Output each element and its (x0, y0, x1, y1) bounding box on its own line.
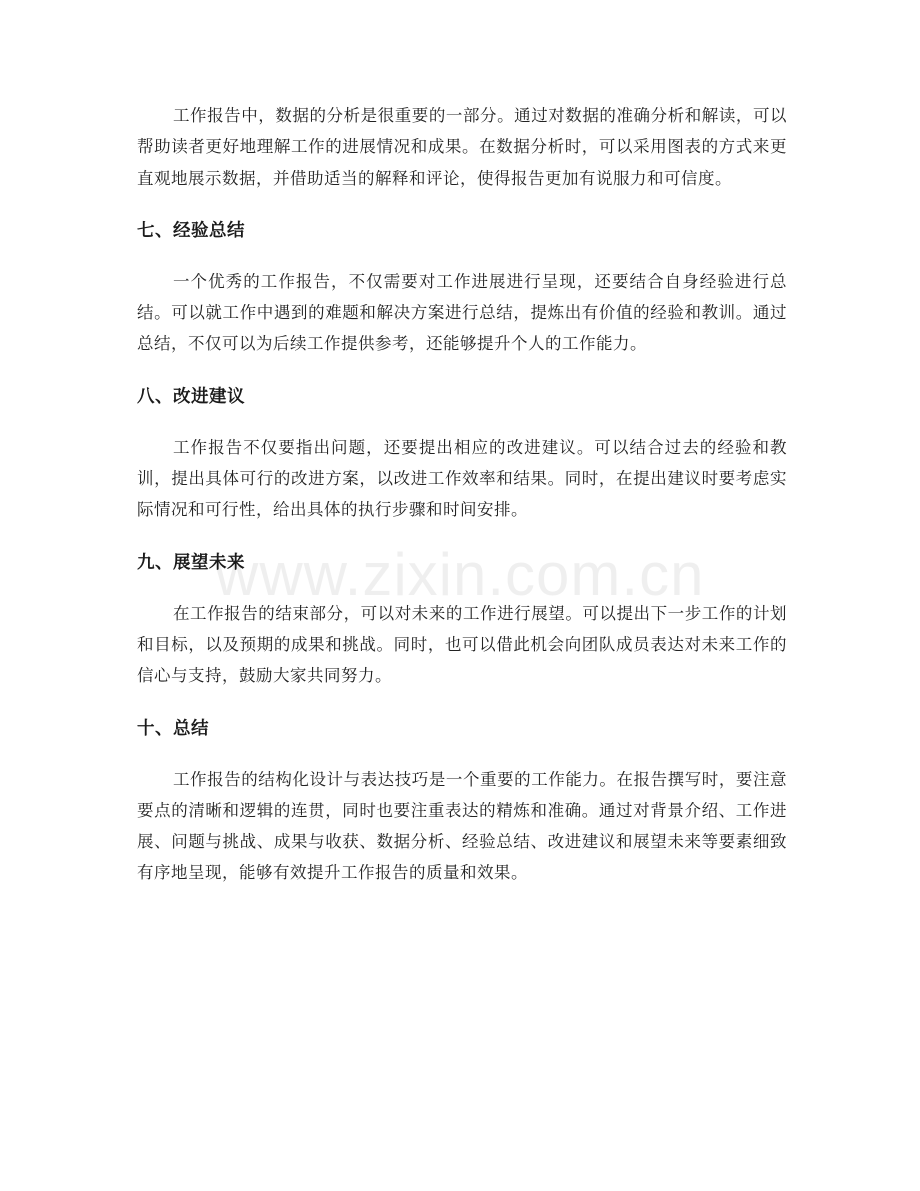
spacer (137, 194, 787, 218)
section-heading-conclusion: 十、总结 (137, 718, 209, 739)
spacer (137, 526, 787, 550)
spacer (137, 692, 787, 716)
spacer (137, 742, 787, 764)
section-paragraph-conclusion: 工作报告的结构化设计与表达技巧是一个重要的工作能力。在报告撰写时，要注意要点的清晰和逻辑的连贯，同时也要注重表达的精炼和准确。通过对背景介绍、工作进展、问题与挑战、成果与收获、数据分析、经验总结、改进建议和展望未来等要素细致有序地呈现，能够有效提升工作报告的质量和效果。 (137, 769, 787, 883)
section-paragraph-experience-summary: 一个优秀的工作报告，不仅需要对工作进展进行呈现，还要结合自身经验进行总结。可以就工作中遇到的难题和解决方案进行总结，提炼出有价值的经验和教训。通过总结，不仅可以为后续工作提供参考，还能够提升个人的工作能力。 (137, 271, 787, 354)
section-heading-future-outlook: 九、展望未来 (137, 552, 245, 573)
spacer (137, 244, 787, 266)
section-heading-improvement-suggestions: 八、改进建议 (137, 386, 245, 407)
spacer (137, 360, 787, 384)
document-body (137, 100, 787, 889)
spacer (137, 576, 787, 598)
intro-paragraph: 工作报告中，数据的分析是很重要的一部分。通过对数据的准确分析和解读，可以帮助读者更好地理解工作的进展情况和成果。在数据分析时，可以采用图表的方式来更直观地展示数据，并借助适当的解释和评论，使得报告更加有说服力和可信度。 (137, 106, 787, 188)
watermark: www.zixin.com.cn (215, 541, 705, 608)
spacer (137, 410, 787, 432)
section-paragraph-future-outlook: 在工作报告的结束部分，可以对未来的工作进行展望。可以提出下一步工作的计划和目标，以及预期的成果和挑战。同时，也可以借此机会向团队成员表达对未来工作的信心与支持，鼓励大家共同努力。 (137, 603, 787, 686)
section-heading-experience-summary: 七、经验总结 (137, 220, 245, 241)
section-paragraph-improvement-suggestions: 工作报告不仅要指出问题，还要提出相应的改进建议。可以结合过去的经验和教训，提出具体可行的改进方案，以改进工作效率和结果。同时，在提出建议时要考虑实际情况和可行性，给出具体的执行步骤和时间安排。 (137, 437, 787, 520)
